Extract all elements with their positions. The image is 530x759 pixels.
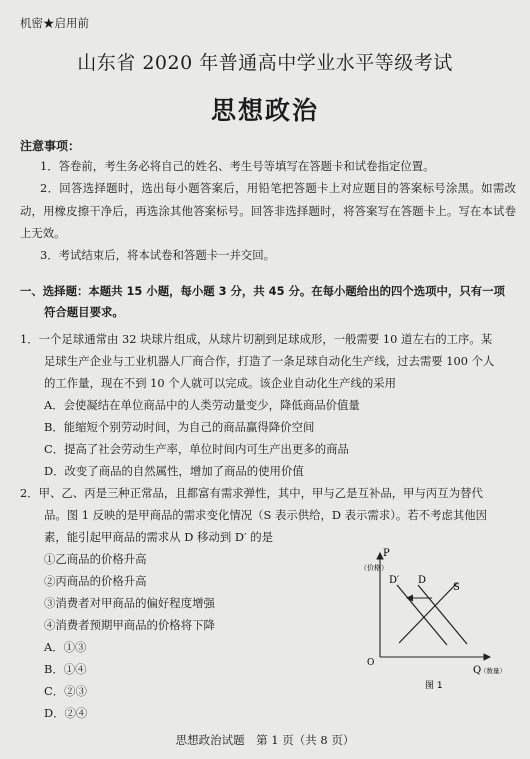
exam-title: 山东省 2020 年普通高中学业水平等级考试 [77,52,453,74]
q2-condition-2: ②丙商品的价格升高 [44,574,147,588]
q2-stem-line: 2．甲、乙、丙是三种正常品，且都富有需求弹性，其中，甲与乙是互补品，甲与丙互为替代 [20,486,483,500]
note-item-2: 2．回答选择题时，选出每小题答案后，用铅笔把答题卡上对应题目的答案标号涂黑。如需改动，用橡皮擦干净后，再选涂其他答案标号。回答非选择题时，将答案写在答题卡上。写在本试卷上无效。 [20,181,516,240]
q2-option-d: D．②④ [44,706,88,720]
q1-option-a: A．会使凝结在单位商品中的人类劳动量变少，降低商品价值量 [44,398,360,412]
origin-label: O [367,658,375,668]
q1-option-b: B．能缩短个别劳动时间，为自己的商品赢得降价空间 [44,420,315,434]
x-axis-label: Q [473,665,482,676]
section1-heading-cont: 符合题目要求。 [44,305,124,319]
figure-1-supply-demand [360,545,506,695]
q2-stem-line: 品。图 1 反映的是甲商品的需求变化情况（S 表示供给，D 表示需求）。若不考虑其他因 [44,508,488,522]
q1-stem-line: 的工作量，现在不到 10 个人就可以完成。该企业自动化生产线的采用 [44,376,397,390]
demand-curve-d [418,585,467,644]
q2-stem-line: 素，能引起甲商品的需求从 D 移动到 D′ 的是 [44,530,273,544]
q1-option-c: C．提高了社会劳动生产率，单位时间内可生产出更多的商品 [44,442,349,456]
y-axis-unit: （价格） [360,564,388,572]
q2-condition-3: ③消费者对甲商品的偏好程度增强 [44,596,215,610]
page-footer: 思想政治试题 第 1 页（共 8 页） [175,733,355,747]
q2-condition-4: ④消费者预期甲商品的价格将下降 [44,618,215,632]
q1-stem-line: 1．一个足球通常由 32 块球片组成，从球片切割到足球成形，一般需要 10 道左右的工序。某 [20,332,493,346]
q2-option-c: C．②③ [44,684,87,698]
confidential-label: 机密★启用前 [20,16,89,30]
x-axis-unit: （数量） [480,667,506,675]
notes-heading: 注意事项： [20,139,81,153]
q2-option-b: B．①④ [44,662,87,676]
figure-caption: 图 1 [425,681,443,691]
s-label: S [453,582,460,593]
d-label: D [418,575,427,586]
y-axis-label: P [383,548,390,559]
subject-title: 思想政治 [210,96,319,125]
q1-option-d: D．改变了商品的自然属性，增加了商品的使用价值 [44,464,304,478]
note-item-3: 3．考试结束后，将本试卷和答题卡一并交回。 [40,248,276,262]
demand-curve-d-prime [397,585,447,645]
q2-condition-1: ①乙商品的价格升高 [44,552,147,566]
q1-stem-line: 足球生产企业与工业机器人厂商合作，打造了一条足球自动化生产线，过去需要 100 个人 [44,354,495,368]
q2-option-a: A．①③ [44,640,87,654]
section1-heading: 一、选择题：本题共 15 小题，每小题 3 分，共 45 分。在每小题给出的四个选项中，只有一项 [20,284,505,298]
d-prime-label: D′ [389,575,400,586]
supply-curve-s [399,583,457,643]
note-item-1: 1．答卷前，考生务必将自己的姓名、考生号等填写在答题卡和试卷指定位置。 [40,159,435,173]
